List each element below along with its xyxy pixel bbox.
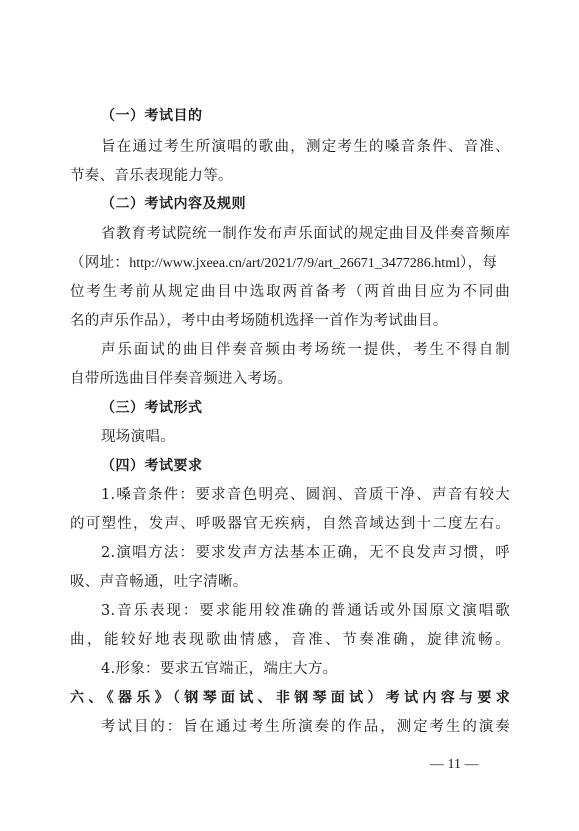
list-item-line: 的可塑性，发声、呼吸器官无疾病，自然音域达到十二度左右。 [70,516,510,532]
paragraph-line: 省教育考试院统一制作发布声乐面试的规定曲目及伴奏音频库 [101,226,510,242]
website-link[interactable]: http://www.jxeea.cn/art/2021/7/9/art_26671_3477286.html [129,256,460,271]
paragraph-line: 名的声乐作品），考中由考场随机选择一首作为考试曲目。 [70,313,448,329]
paragraph-text: ），每 [459,255,498,271]
list-item-line: 1.嗓音条件：要求音色明亮、圆润、音质干净、声音有较大 [101,487,510,503]
paragraph-line: 节奏、音乐表现能力等。 [70,168,233,184]
list-item-line: 吸、声音畅通，吐字清晰。 [70,574,248,590]
list-item-line: 3.音乐表现：要求能用较准确的普通话或外国原文演唱歌 [101,603,510,619]
paragraph-text: （网址： [70,255,130,271]
section-heading-instrumental: 六、《器乐》（钢琴面试、非钢琴面试）考试内容与要求 [70,690,510,706]
section-heading-requirements: （四）考试要求 [101,458,203,474]
list-item-line: 4.形象：要求五官端正，端庄大方。 [101,661,338,677]
paragraph-line: 自带所选曲目伴奏音频进入考场。 [70,371,292,387]
paragraph-line: 声乐面试的曲目伴奏音频由考场统一提供，考生不得自制 [101,342,510,358]
section-heading-content-rules: （二）考试内容及规则 [101,196,246,212]
paragraph-line: 位考生考前从规定曲目中选取两首备考（两首曲目应为不同曲 [70,284,510,300]
paragraph-line: 考试目的：旨在通过考生所演奏的作品，测定考生的演奏 [101,719,510,735]
section-heading-format: （三）考试形式 [101,400,203,416]
list-item-line: 2.演唱方法：要求发声方法基本正确，无不良发声习惯，呼 [101,545,510,561]
section-heading-purpose: （一）考试目的 [101,108,203,124]
page-number: — 11 — [430,757,479,772]
paragraph-line: 现场演唱。 [101,429,175,445]
paragraph-line-with-url [70,253,510,274]
paragraph-line: 旨在通过考生所演唱的歌曲，测定考生的嗓音条件、音准、 [101,139,510,155]
list-item-line: 曲，能较好地表现歌曲情感，音准、节奏准确，旋律流畅。 [70,632,510,648]
